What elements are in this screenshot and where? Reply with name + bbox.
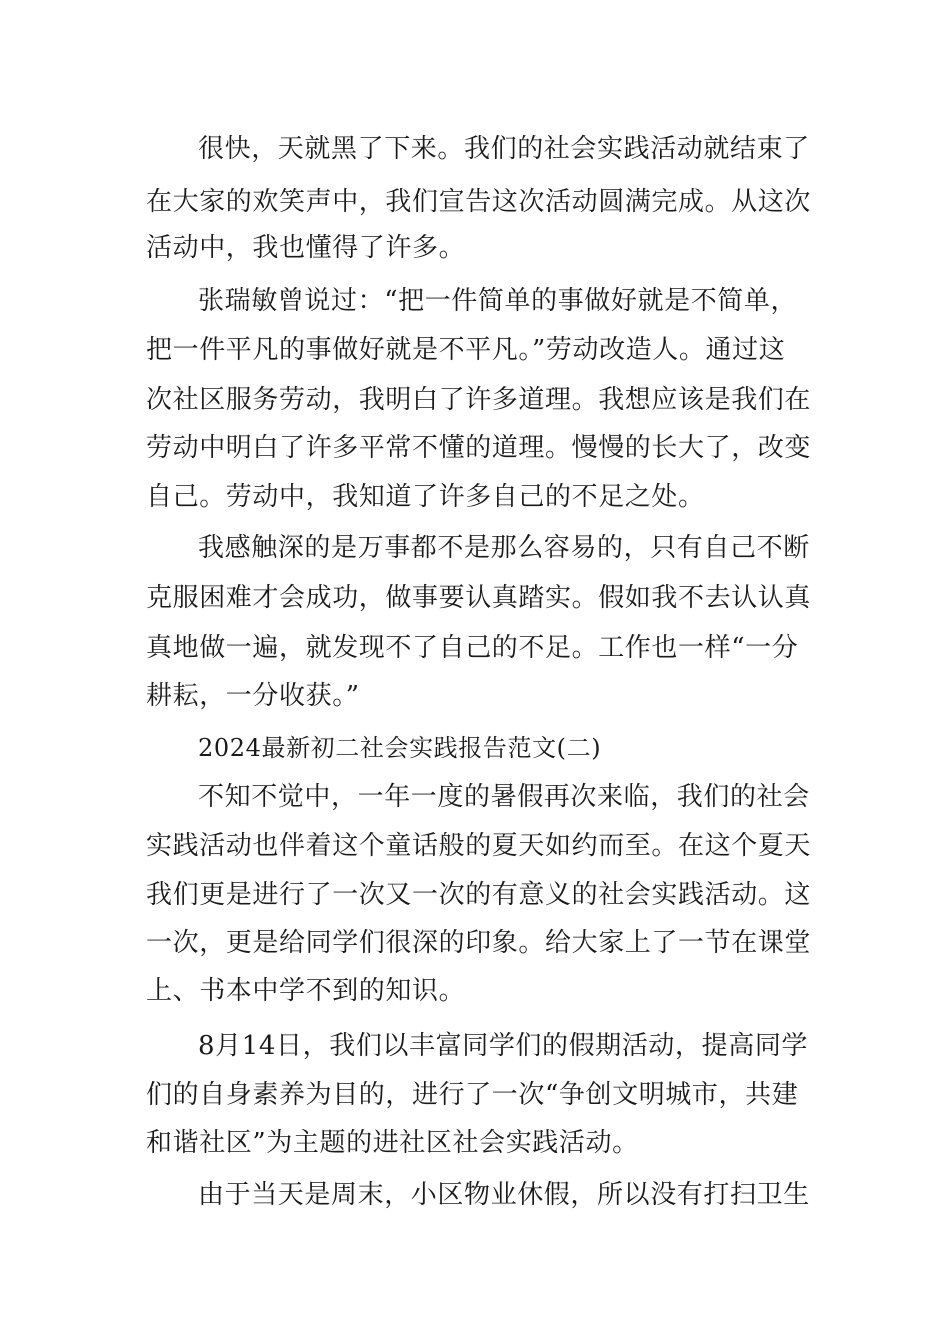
paragraph-line: 克服困难才会成功，做事要认真踏实。假如我不去认认真 [146,583,812,613]
section-heading: 2024最新初二社会实践报告范文(二) [198,734,602,762]
paragraph-line: 由于当天是周末，小区物业休假，所以没有打扫卫生 [198,1180,810,1210]
paragraph-line: 耕耘，一分收获。” [146,681,360,711]
paragraph-line: 实践活动也伴着这个童话般的夏天如约而至。在这个夏天 [146,831,812,861]
paragraph-line: 一次，更是给同学们很深的印象。给大家上了一节在课堂 [146,928,812,958]
paragraph-line: 8月14日，我们以丰富同学们的假期活动，提高同学 [198,1031,809,1061]
paragraph-line: 自己。劳动中，我知道了许多自己的不足之处。 [146,482,705,512]
paragraph-line: 在大家的欢笑声中，我们宣告这次活动圆满完成。从这次 [146,187,812,217]
paragraph-line: 张瑞敏曾说过：“把一件简单的事做好就是不简单， [198,286,798,316]
paragraph-line: 们的自身素养为目的，进行了一次“争创文明城市，共建 [146,1080,799,1110]
paragraph-line: 劳动中明白了许多平常不懂的道理。慢慢的长大了，改变 [146,433,812,463]
paragraph-line: 和谐社区”为主题的进社区社会实践活动。 [146,1128,639,1158]
paragraph-line: 我们更是进行了一次又一次的有意义的社会实践活动。这 [146,880,812,910]
paragraph-line: 把一件平凡的事做好就是不平凡。”劳动改造人。通过这 [146,335,786,365]
paragraph-line: 真地做一遍，就发现不了自己的不足。工作也一样“一分 [146,633,799,663]
paragraph-line: 很快，天就黑了下来。我们的社会实践活动就结束了 [198,134,810,164]
paragraph-line: 上、书本中学不到的知识。 [146,976,466,1006]
paragraph-line: 活动中，我也懂得了许多。 [146,233,466,263]
paragraph-line: 我感触深的是万事都不是那么容易的，只有自己不断 [198,533,810,563]
paragraph-line: 次社区服务劳动，我明白了许多道理。我想应该是我们在 [146,385,812,415]
paragraph-line: 不知不觉中，一年一度的暑假再次来临，我们的社会 [198,782,810,812]
